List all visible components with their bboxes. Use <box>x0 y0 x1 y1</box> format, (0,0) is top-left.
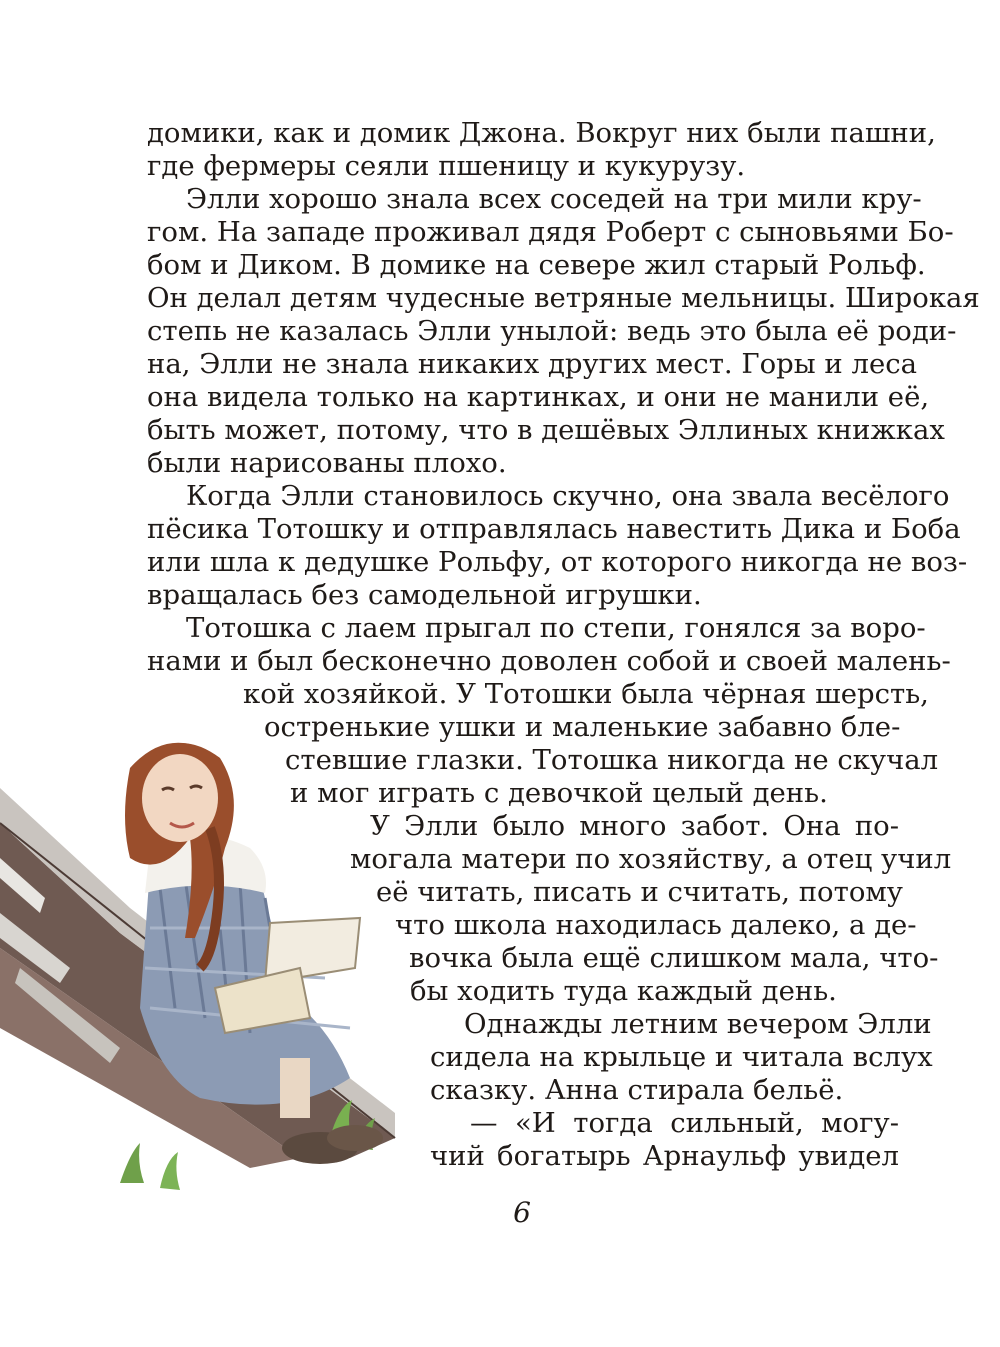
text-line: степь не казалась Элли унылой: ведь это была её роди- <box>147 315 957 347</box>
page-number: 6 <box>513 1196 531 1229</box>
text-line: Он делал детям чудесные ветряные мельницы. Широкая <box>147 282 980 314</box>
text-line: чий богатырь Арнаульф увидел <box>430 1140 899 1172</box>
text-line: вочка была ещё слишком мала, что- <box>409 942 939 974</box>
text-line: пёсика Тотошку и отправлялась навестить Дика и Боба <box>147 513 961 545</box>
text-line: У Элли было много забот. Она по- <box>370 810 899 842</box>
text-line: были нарисованы плохо. <box>147 447 507 479</box>
text-line: и мог играть с девочкой целый день. <box>290 777 828 809</box>
text-line: — «И тогда сильный, могу- <box>470 1107 899 1139</box>
text-line: где фермеры сеяли пшеницу и кукурузу. <box>147 150 746 182</box>
text-line: нами и был бесконечно доволен собой и своей малень- <box>147 645 951 677</box>
text-line: Тотошка с лаем прыгал по степи, гонялся за воро- <box>186 612 926 644</box>
text-line: сказку. Анна стирала бельё. <box>430 1074 844 1106</box>
text-line: её читать, писать и считать, потому <box>376 876 903 908</box>
text-line: Когда Элли становилось скучно, она звала весёлого <box>186 480 950 512</box>
text-line: сидела на крыльце и читала вслух <box>430 1041 933 1073</box>
text-line: гом. На западе проживал дядя Роберт с сыновьями Бо- <box>147 216 954 248</box>
text-line: остренькие ушки и маленькие забавно бле- <box>264 711 901 743</box>
text-line: вращалась без самодельной игрушки. <box>147 579 702 611</box>
text-line: бы ходить туда каждый день. <box>410 975 837 1007</box>
text-line: могала матери по хозяйству, а отец учил <box>350 843 952 875</box>
text-line: стевшие глазки. Тотошка никогда не скучал <box>285 744 939 776</box>
text-line: домики, как и домик Джона. Вокруг них были пашни, <box>147 117 936 149</box>
text-line: на, Элли не знала никаких других мест. Горы и леса <box>147 348 918 380</box>
text-line: бом и Диком. В домике на севере жил старый Рольф. <box>147 249 926 281</box>
text-line: что школа находилась далеко, а де- <box>395 909 917 941</box>
text-line: или шла к дедушке Рольфу, от которого никогда не воз- <box>147 546 968 578</box>
text-line: Элли хорошо знала всех соседей на три мили кру- <box>186 183 922 215</box>
text-line: Однажды летним вечером Элли <box>464 1008 932 1040</box>
text-line: кой хозяйкой. У Тотошки была чёрная шерсть, <box>243 678 929 710</box>
text-line: быть может, потому, что в дешёвых Эллиных книжках <box>147 414 945 446</box>
text-line: она видела только на картинках, и они не манили её, <box>147 381 930 413</box>
